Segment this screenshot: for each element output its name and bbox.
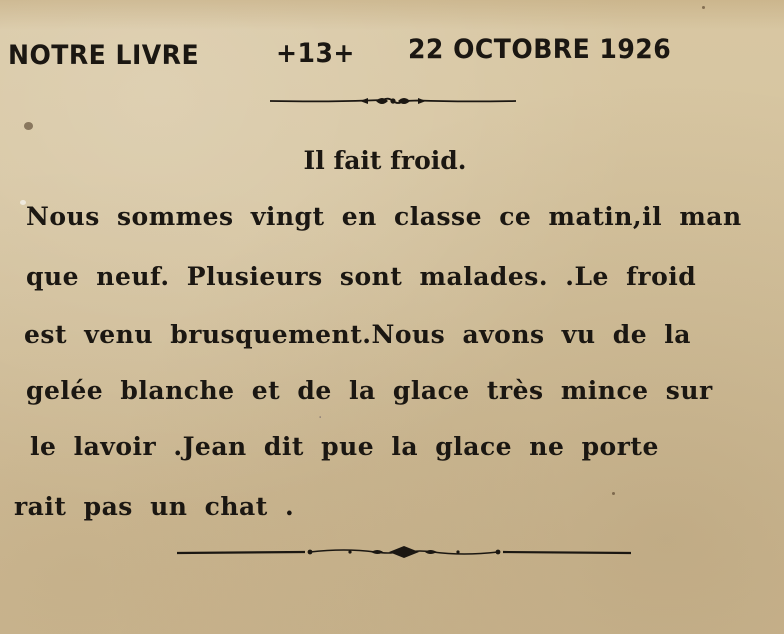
- top-ornament-divider: [268, 92, 518, 110]
- body-line-3: est venu brusquement.Nous avons vu de la: [24, 320, 691, 349]
- paper-speck: [20, 200, 26, 205]
- article-title: Il fait froid.: [303, 146, 467, 175]
- publication-name: NOTRE LIVRE: [8, 40, 200, 71]
- paper-speck: [612, 492, 615, 495]
- body-line-1: Nous sommes vingt en classe ce matin,il man: [26, 202, 742, 231]
- body-line-4: gelée blanche et de la glace très mince sur: [26, 376, 713, 405]
- paper-speck: [702, 6, 705, 9]
- page-marker: +13+: [276, 38, 355, 69]
- body-line-5: le lavoir .Jean dit pue la glace ne porte: [30, 432, 659, 461]
- body-line-6: rait pas un chat .: [14, 492, 295, 521]
- header-row: [8, 34, 768, 74]
- faint-pencil-mark: ·: [318, 410, 323, 426]
- body-line-2: que neuf. Plusieurs sont malades. .Le froid: [26, 262, 697, 291]
- issue-date: 22 OCTOBRE 1926: [408, 34, 672, 65]
- paper-edge-shading: [0, 0, 784, 30]
- bottom-ornament-divider: [175, 542, 633, 562]
- paper-speck: [24, 122, 33, 130]
